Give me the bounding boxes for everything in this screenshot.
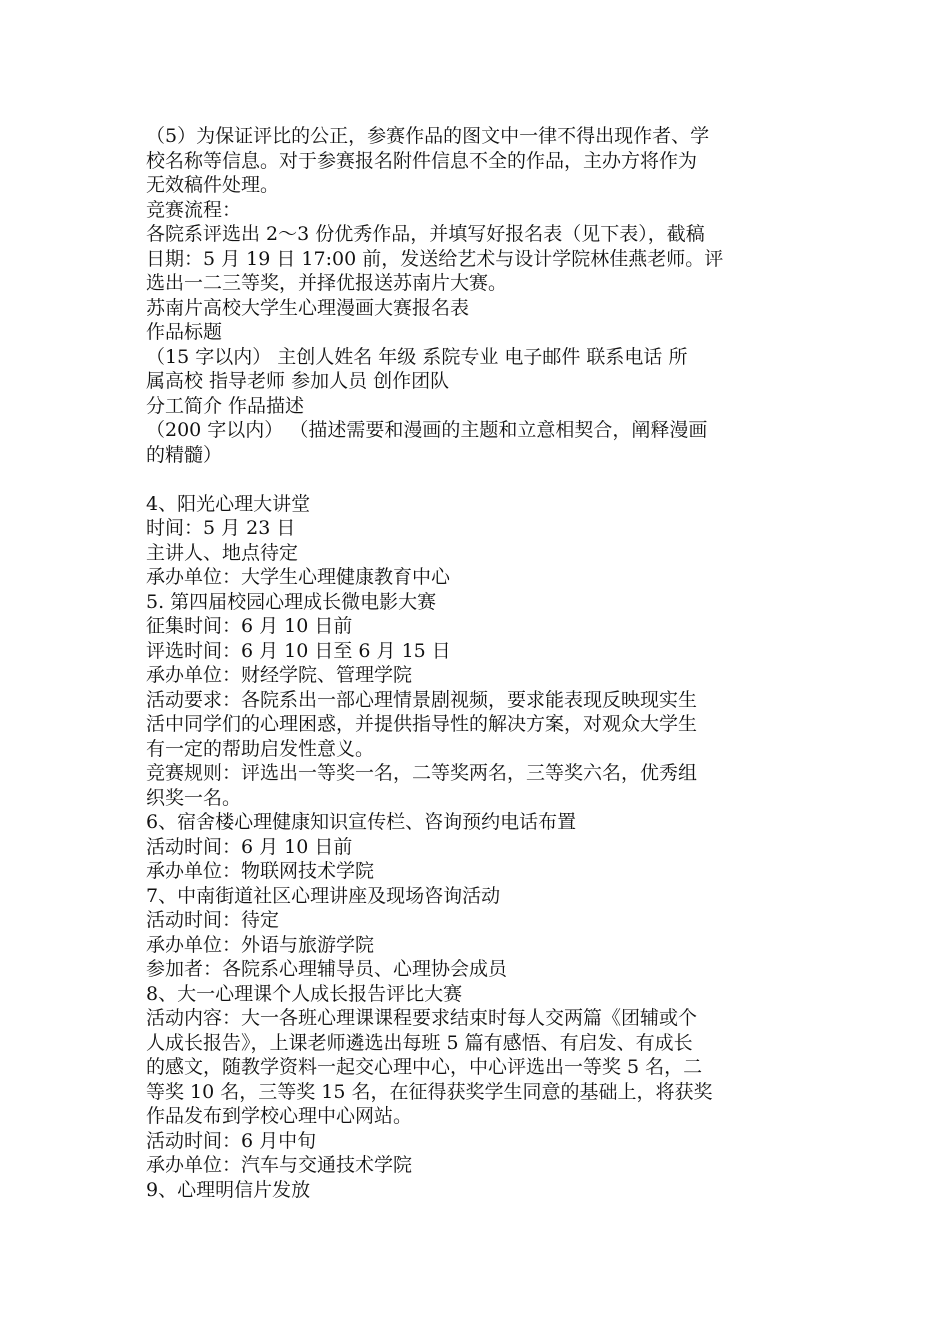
text-line: 承办单位：物联网技术学院 <box>146 860 375 882</box>
text-line: 日期：5 月 19 日 17:00 前，发送给艺术与设计学院林佳燕老师。评 <box>146 247 724 270</box>
text-line: 人成长报告》，上课老师遴选出每班 5 篇有感悟、有启发、有成长 <box>146 1031 693 1054</box>
form-field-line: 分工简介 作品描述 <box>146 394 305 417</box>
text-line: 评选时间：6 月 10 日至 6 月 15 日 <box>146 639 451 662</box>
form-field-line: （15 字以内） 主创人姓名 年级 系院专业 电子邮件 联系电话 所 <box>146 345 688 368</box>
section-heading: 6、宿舍楼心理健康知识宣传栏、咨询预约电话布置 <box>146 811 577 833</box>
text-line: 活中同学们的心理困惑，并提供指导性的解决方案，对观众大学生 <box>146 713 698 735</box>
text-line: 活动要求：各院系出一部心理情景剧视频，要求能表现反映现实生 <box>146 688 698 711</box>
section-heading: 5. 第四届校园心理成长微电影大赛 <box>146 590 437 613</box>
document-body <box>146 124 816 1202</box>
text-line: 活动内容：大一各班心理课课程要求结束时每人交两篇《团辅或个 <box>146 1007 698 1029</box>
section-heading: 竞赛流程： <box>146 198 242 221</box>
form-field-line: 属高校 指导老师 参加人员 创作团队 <box>146 370 450 392</box>
text-line: 征集时间：6 月 10 日前 <box>146 615 353 637</box>
text-line: 各院系评选出 2～3 份优秀作品，并填写好报名表（见下表），截稿 <box>146 223 705 245</box>
text-line: 活动时间：6 月 10 日前 <box>146 835 353 858</box>
text-line: 竞赛规则：评选出一等奖一名，二等奖两名，三等奖六名，优秀组 <box>146 762 698 784</box>
text-line: 参加者：各院系心理辅导员、心理协会成员 <box>146 958 508 980</box>
text-line: 承办单位：外语与旅游学院 <box>146 933 375 956</box>
text-line: 承办单位：大学生心理健康教育中心 <box>146 566 451 588</box>
text-line: 选出一二三等奖，并择优报送苏南片大赛。 <box>146 272 508 294</box>
section-heading: 4、阳光心理大讲堂 <box>146 492 311 515</box>
form-title: 苏南片高校大学生心理漫画大赛报名表 <box>146 296 470 319</box>
text-line: 活动时间：待定 <box>146 909 280 931</box>
text-line: 作品发布到学校心理中心网站。 <box>146 1105 413 1127</box>
text-line: 的感文，随教学资料一起交心理中心，中心评选出一等奖 5 名，二 <box>146 1056 703 1078</box>
text-line: 等奖 10 名，三等奖 15 名，在征得获奖学生同意的基础上，将获奖 <box>146 1080 713 1103</box>
section-heading: 7、中南街道社区心理讲座及现场咨询活动 <box>146 884 501 907</box>
text-line: 承办单位：汽车与交通技术学院 <box>146 1154 413 1176</box>
blank-line <box>146 467 816 492</box>
text-line: 承办单位：财经学院、管理学院 <box>146 664 413 686</box>
form-field-line: 作品标题 <box>146 321 223 343</box>
section-heading: 9、心理明信片发放 <box>146 1178 311 1201</box>
text-line: （5）为保证评比的公正，参赛作品的图文中一律不得出现作者、学 <box>146 125 710 147</box>
text-line: 织奖一名。 <box>146 786 242 809</box>
text-line: 时间：5 月 23 日 <box>146 517 296 539</box>
form-field-line: 的精髓） <box>146 443 223 466</box>
text-line: 无效稿件处理。 <box>146 174 280 196</box>
form-field-line: （200 字以内） （描述需要和漫画的主题和立意相契合，阐释漫画 <box>146 419 708 441</box>
text-line: 有一定的帮助启发性意义。 <box>146 737 375 760</box>
text-line: 校名称等信息。对于参赛报名附件信息不全的作品，主办方将作为 <box>146 149 698 172</box>
text-line: 主讲人、地点待定 <box>146 541 299 564</box>
text-line: 活动时间：6 月中旬 <box>146 1129 317 1152</box>
section-heading: 8、大一心理课个人成长报告评比大赛 <box>146 982 463 1005</box>
